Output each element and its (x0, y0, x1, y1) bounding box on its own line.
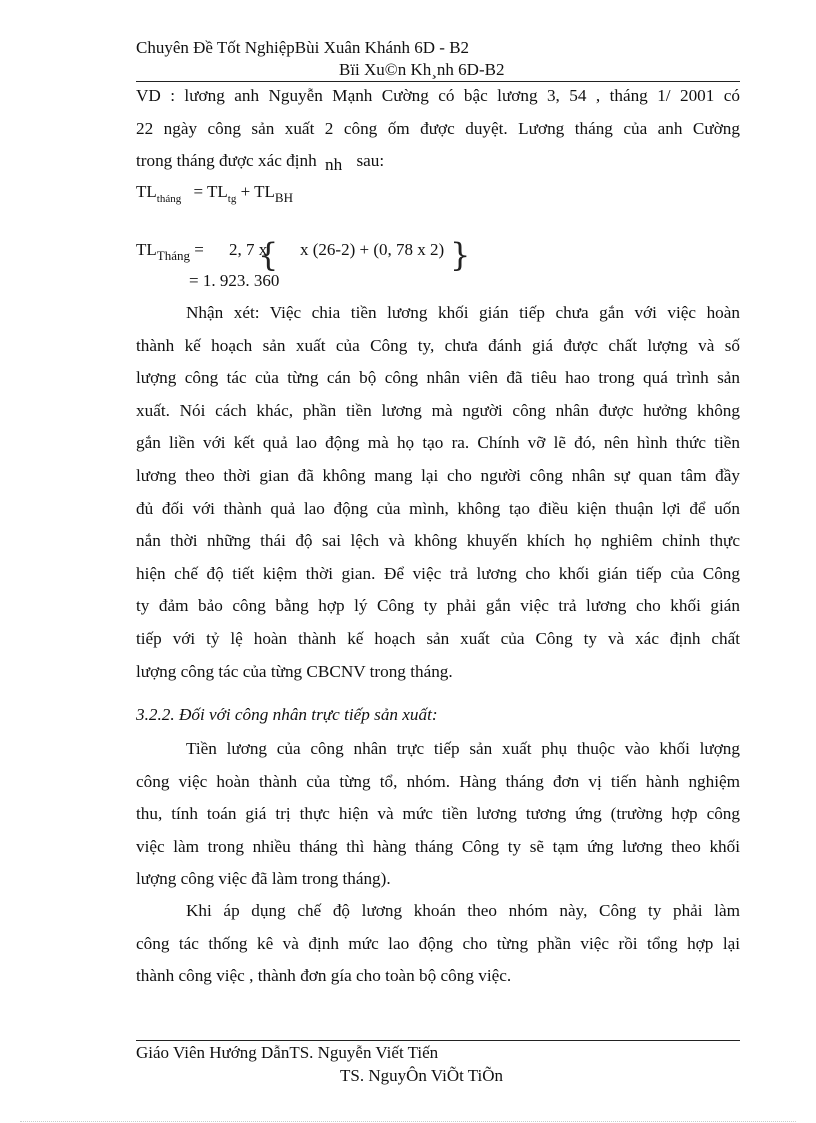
right-brace-icon: } (450, 236, 471, 274)
page-bottom-border (20, 1121, 796, 1122)
formula1-plus: + TL (236, 182, 275, 201)
example-line-text: trong tháng được xác định (136, 151, 317, 171)
paragraph-line: đủ đối với thành quả lao động của mình, không tạo điều kiện thuận lợi để uốn (136, 498, 740, 518)
formula2-result: = 1. 923. 360 (189, 271, 280, 290)
paragraph-line: thành kế hoạch sản xuất của Công ty, chưa đánh giá được chất lượng và số (136, 335, 740, 355)
formula2-part1: 2, 7 x (229, 240, 268, 259)
formula1-lhs-sub: tháng (156, 193, 182, 205)
paragraph-line: công việc hoàn thành của từng tổ, nhóm. Hàng tháng đơn vị tiến hành nghiệm (136, 771, 740, 791)
footer-rule (136, 1040, 740, 1041)
header-title: Chuyên Đề Tốt NghiệpBùi Xuân Khánh 6D - B2 (136, 38, 470, 57)
paragraph-line: thu, tính toán giá trị thực hiện và mức tiền lương tương ứng (trường hợp công (136, 804, 740, 824)
paragraph-line: lượng công việc đã làm trong tháng). (136, 869, 391, 889)
example-line: 22 ngày công sản xuất 2 công ốm được duyệt. Lương tháng của anh Cường (136, 118, 740, 138)
example-nh: nh (324, 155, 343, 175)
example-block (136, 80, 740, 178)
paragraph-line: công tác thống kê và định mức lao động cho từng phần việc rồi tổng hợp lại (136, 933, 740, 953)
example-line: VD : lương anh Nguyễn Mạnh Cường có bậc lương 3, 54 , tháng 1/ 2001 có (136, 86, 740, 105)
formula2-lhs-sub: Tháng (156, 248, 190, 263)
paragraph-line: xuất. Nói cách khác, phần tiền lương mà người công nhân được hưởng không (136, 400, 740, 420)
paragraph-line: thành công việc , thành đơn gía cho toàn bộ công việc. (136, 966, 512, 986)
paragraph-line: lượng công tác của từng cán bộ công nhân viên đã tiêu hao trong quá trình sản (136, 368, 740, 388)
paragraph-line: lượng công tác của từng CBCNV trong tháng. (136, 661, 453, 681)
paragraph-line: lương theo thời gian đã không mang lại cho người công nhân sự quan tâm đầy (136, 465, 740, 485)
paragraph-piecework (136, 895, 740, 993)
header-author-legacy: Bïi Xu©n Kh¸nh 6D-B2 (339, 60, 505, 79)
paragraph-line: Tiền lương của công nhân trực tiếp sản xuất phụ thuộc vào khối lượng (186, 739, 740, 758)
footer-advisor: Giáo Viên Hướng DẫnTS. Nguyễn Viết Tiến (136, 1043, 439, 1062)
paragraph-direct-workers (136, 733, 740, 896)
paragraph-line: nắn thời những thái độ sai lệch và không khuyến khích họ nghiêm chỉnh thực (136, 531, 740, 551)
paragraph-line: Nhận xét: Việc chia tiền lương khối gián tiếp chưa gắn với việc hoàn (186, 303, 740, 322)
paragraph-line: ty đảm bảo công bằng hợp lý Công ty phải gắn việc trả lương cho khối gián (136, 596, 740, 616)
formula2-lhs: TL (136, 240, 157, 259)
section-title: 3.2.2. Đối với công nhân trực tiếp sản xuất: (136, 705, 438, 724)
paragraph-remark (136, 297, 740, 688)
formula1-tg-sub: tg (227, 193, 237, 205)
formula-monthly-salary (136, 182, 293, 205)
left-brace-icon: { (258, 236, 279, 274)
example-sau: sau: (356, 151, 385, 171)
paragraph-line: Khi áp dụng chế độ lương khoán theo nhóm này, Công ty phải làm (186, 901, 740, 920)
formula2-part2: x (26-2) + (0, 78 x 2) (300, 240, 445, 259)
formula2-eq: = (190, 240, 204, 259)
formula1-eq: = TL (189, 182, 228, 201)
formula-calculation (136, 240, 204, 263)
paragraph-line: hiện chế độ tiết kiệm thời gian. Để việc trả lương cho khối gián tiếp của Công (136, 563, 740, 583)
formula1-bh-sub: BH (274, 190, 293, 205)
paragraph-line: việc làm trong nhiều tháng thì hàng tháng Công ty sẽ tạm ứng lương theo khối (136, 836, 740, 856)
paragraph-line: gắn liền với kết quả lao động mà họ tạo ra. Chính vỡ lẽ đó, nên hình thức tiền (136, 433, 740, 453)
formula1-lhs: TL (136, 182, 157, 201)
footer-advisor-legacy: TS. NguyÔn ViÕt TiÕn (340, 1066, 504, 1085)
paragraph-line: tiếp với tỷ lệ hoàn thành kế hoạch sản xuất của Công ty và xác định chất (136, 628, 740, 648)
example-line (136, 145, 740, 178)
